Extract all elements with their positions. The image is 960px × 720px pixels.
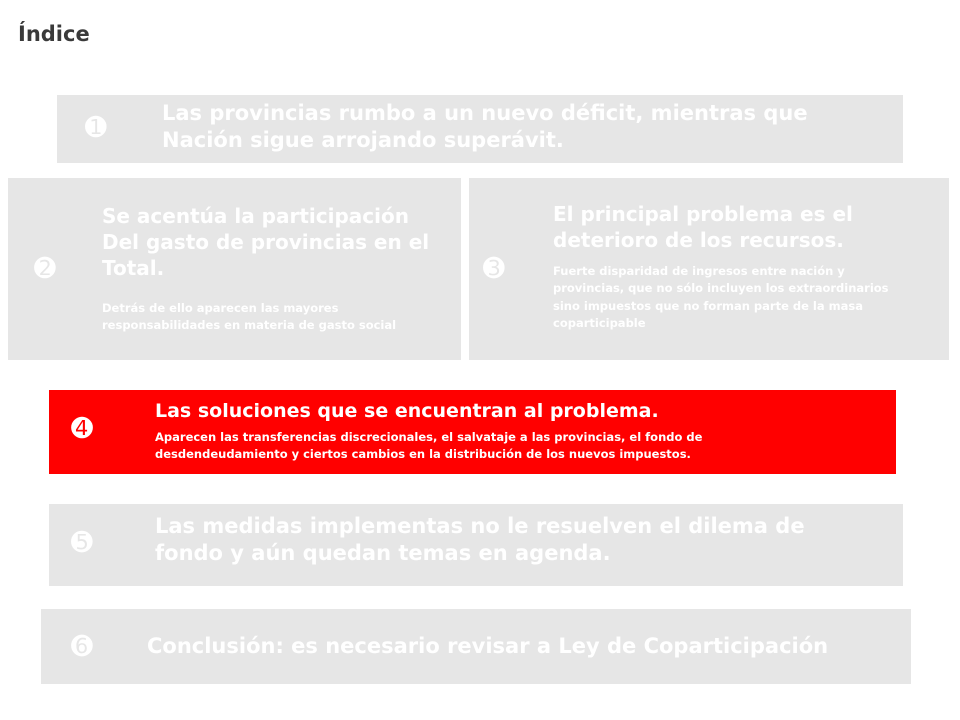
index-item-4[interactable] bbox=[49, 390, 896, 474]
number-2-icon: ➋ bbox=[34, 254, 56, 284]
item-6-heading: Conclusión: es necesario revisar a Ley de Coparticipación bbox=[147, 634, 829, 658]
number-1-icon: ➊ bbox=[85, 113, 107, 143]
index-item-2[interactable] bbox=[8, 178, 461, 360]
item-4-heading: Las soluciones que se encuentran al problema. bbox=[155, 400, 659, 422]
item-2-subtext: Detrás de ello aparecen las mayores responsabilidades en materia de gasto social bbox=[102, 301, 397, 333]
index-item-3[interactable] bbox=[469, 178, 949, 360]
item-1-heading: Las provincias rumbo a un nuevo déficit, mientras que Nación sigue arrojando superávit. bbox=[162, 101, 808, 153]
number-5-icon: ➎ bbox=[71, 528, 93, 558]
index-item-6[interactable] bbox=[41, 609, 911, 684]
item-2-heading: Se acentúa la participación Del gasto de provincias en el Total. bbox=[102, 204, 430, 280]
number-6-icon: ➏ bbox=[71, 632, 93, 662]
number-3-icon: ➌ bbox=[483, 254, 505, 284]
page-title: Índice bbox=[18, 22, 90, 46]
item-4-subtext: Aparecen las transferencias discrecionales, el salvataje a las provincias, el fondo de desdendeudamiento y ciertos cambios en la distribución de los nuevos impuestos. bbox=[155, 430, 703, 462]
item-3-heading: El principal problema es el deterioro de los recursos. bbox=[553, 202, 853, 252]
item-3-subtext: Fuerte disparidad de ingresos entre nación y provincias, que no sólo incluyen los extraordinarios sino impuestos que no forman parte de la masa coparticipable bbox=[553, 264, 889, 330]
number-4-icon: ➍ bbox=[71, 414, 93, 444]
index-item-5[interactable] bbox=[49, 504, 903, 586]
item-5-heading: Las medidas implementas no le resuelven el dilema de fondo y aún quedan temas en agenda. bbox=[155, 514, 805, 566]
index-item-1[interactable] bbox=[57, 95, 903, 163]
